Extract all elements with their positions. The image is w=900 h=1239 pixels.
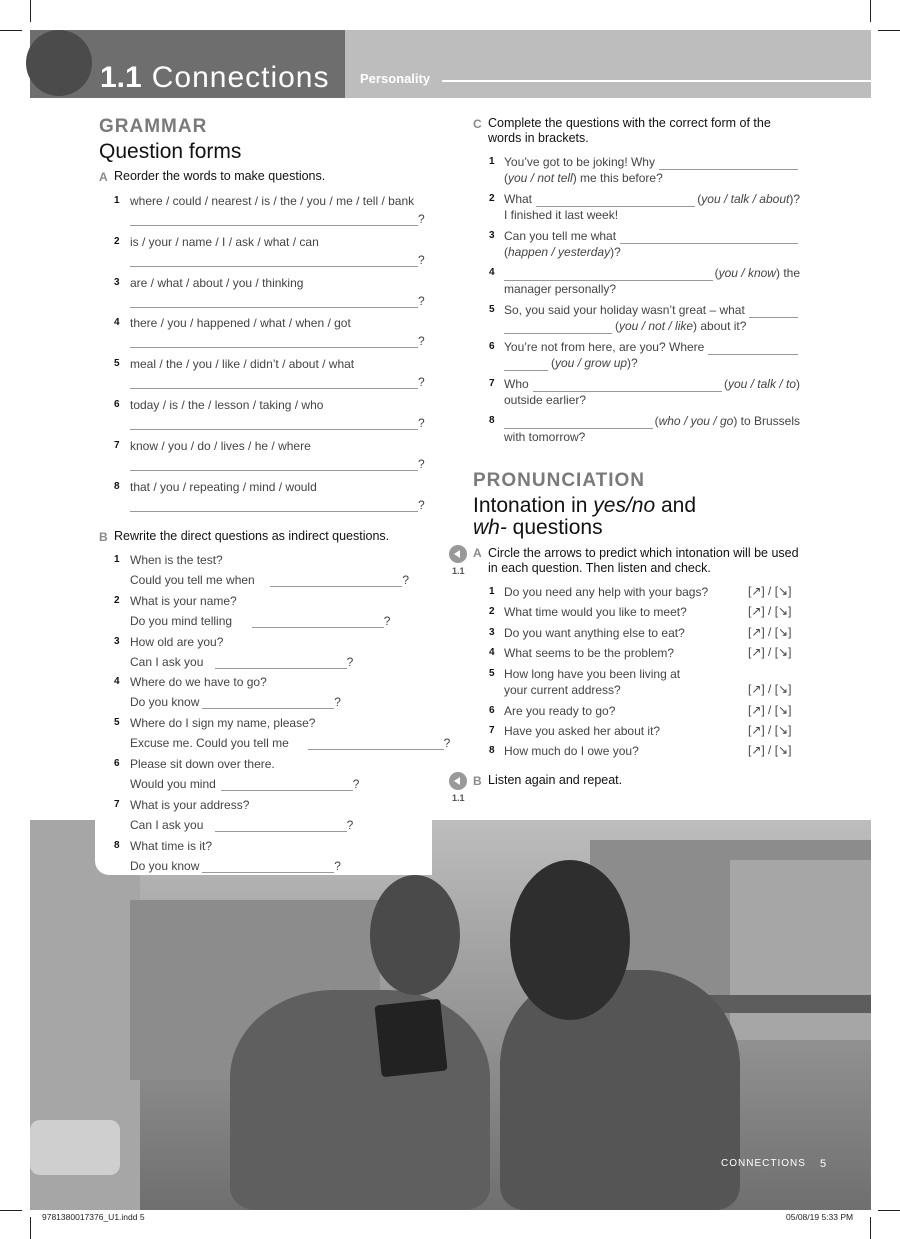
answer-line[interactable] — [130, 307, 418, 308]
item-text: with tomorrow? — [504, 430, 586, 444]
item-text: What seems to be the problem? — [504, 646, 675, 660]
item-answer-prompt: Do you know — [130, 858, 200, 873]
bracket-words: you / know — [718, 266, 776, 280]
bracket-open: ( — [654, 414, 659, 428]
audio-speaker-icon[interactable] — [449, 545, 467, 563]
item-number: 5 — [489, 668, 495, 679]
item-line-2 — [504, 281, 616, 297]
item-answer-prompt: Do you mind telling — [130, 613, 233, 628]
photo-two-women-city — [30, 820, 871, 1210]
item-number: 3 — [114, 276, 120, 288]
item-text: ) the — [775, 266, 800, 280]
item-number: 2 — [114, 594, 120, 606]
bracket-words: you / not tell — [508, 171, 573, 185]
item-text: ) to Brussels — [733, 414, 800, 428]
item-text: your current address? — [504, 683, 621, 697]
item-end: ? — [352, 777, 360, 791]
answer-line[interactable] — [620, 231, 798, 244]
exercise-instruction: Complete the questions with the correct form of the — [488, 116, 771, 130]
exercise-letter: B — [473, 774, 482, 788]
item-line-2 — [504, 170, 663, 186]
answer-line[interactable] — [504, 321, 612, 334]
item-number: 5 — [489, 304, 495, 315]
bracket-open: ( — [697, 192, 702, 206]
item-line-1 — [504, 191, 800, 207]
item-number: 8 — [489, 415, 495, 426]
item-question: Please sit down over there. — [130, 757, 275, 771]
bracket-words: happen / yesterday — [508, 245, 611, 259]
item-end: ? — [418, 293, 425, 308]
title-text: Intonation in — [473, 494, 594, 517]
item-number: 8 — [114, 480, 120, 492]
track-number: 1.1 — [452, 793, 465, 803]
item-question: How old are you? — [130, 634, 224, 649]
item-text: ) — [796, 377, 800, 391]
crop-mark — [0, 1210, 22, 1211]
item-text: Do you want anything else to eat? — [504, 626, 685, 640]
item-end: ? — [383, 613, 391, 628]
exercise-letter: B — [99, 530, 108, 544]
item-line-2 — [504, 318, 746, 334]
building — [730, 860, 871, 1040]
running-title: CONNECTIONS — [721, 1158, 806, 1169]
item-number: 5 — [114, 358, 120, 370]
item-text: is / your / name / I / ask / what / can — [130, 234, 319, 249]
item-end: ? — [418, 252, 425, 267]
track-number: 1.1 — [452, 566, 465, 576]
item-line-1 — [504, 339, 800, 355]
item-end: ? — [402, 573, 410, 587]
answer-line[interactable] — [270, 586, 402, 587]
item-end: ? — [346, 817, 354, 832]
crop-mark — [30, 1217, 31, 1239]
answer-line[interactable] — [749, 305, 798, 318]
answer-line[interactable] — [221, 790, 353, 791]
item-number: 1 — [489, 156, 495, 167]
item-text: ) me this before? — [572, 171, 663, 185]
item-line-1 — [504, 228, 800, 244]
item-line-2 — [504, 355, 638, 371]
bracket-words: you / not / like — [619, 319, 694, 333]
item-line-1 — [504, 302, 800, 318]
title-italic: wh- — [473, 516, 507, 539]
title-text: and — [655, 494, 697, 517]
answer-line[interactable] — [252, 627, 384, 628]
item-number: 1 — [489, 586, 495, 597]
item-number: 5 — [114, 717, 120, 729]
crop-mark — [0, 30, 22, 31]
bracket-words: you / talk / to — [727, 377, 796, 391]
item-number: 6 — [489, 341, 495, 352]
item-number: 7 — [114, 798, 120, 810]
item-number: 4 — [489, 647, 495, 658]
item-text: there / you / happened / what / when / got — [130, 316, 351, 331]
header-band-light — [345, 30, 871, 98]
item-text: I finished it last week! — [504, 208, 619, 222]
item-number: 4 — [114, 676, 120, 688]
header-circle-decoration — [26, 30, 92, 96]
intonation-arrows: [↗] / [↘] — [748, 743, 792, 757]
item-text: Can you tell me what — [504, 229, 617, 243]
exercise-instruction: words in brackets. — [488, 131, 589, 145]
item-number: 7 — [489, 725, 495, 736]
answer-line[interactable] — [504, 268, 713, 281]
item-text: where / could / nearest / is / the / you / me / tell / bank — [130, 194, 415, 208]
answer-line[interactable] — [130, 388, 418, 389]
item-line-1 — [504, 376, 800, 392]
item-line-1 — [504, 265, 800, 281]
grammar-caption: GRAMMAR — [99, 116, 208, 137]
item-line-2 — [504, 207, 618, 223]
answer-line[interactable] — [504, 358, 548, 371]
item-text: that / you / repeating / mind / would — [130, 479, 317, 494]
intonation-arrows: [↗] / [↘] — [748, 703, 792, 717]
item-answer-prompt: Can I ask you — [130, 817, 204, 832]
item-question: What time is it? — [130, 838, 213, 853]
item-end: ? — [334, 695, 341, 710]
item-end: ? — [418, 212, 425, 226]
page-number: 5 — [820, 1158, 828, 1170]
answer-line[interactable] — [130, 266, 418, 267]
item-text: )? — [610, 245, 621, 259]
item-end: ? — [418, 456, 425, 471]
item-number: 3 — [489, 627, 495, 638]
exercise-instruction: in each question. Then listen and check. — [488, 561, 711, 575]
item-number: 6 — [489, 705, 495, 716]
item-line-1 — [504, 413, 800, 429]
grammar-title: Question forms — [99, 140, 242, 163]
unit-name: Connections — [151, 61, 330, 94]
item-answer-prompt: Would you mind — [130, 777, 216, 791]
crop-mark — [30, 0, 31, 22]
woman-left-head — [370, 875, 460, 995]
bracket-open: ( — [723, 377, 728, 391]
item-number: 3 — [489, 230, 495, 241]
item-text: Do you need any help with your bags? — [504, 585, 709, 599]
unit-number: 1.1 — [100, 61, 142, 94]
item-text: Have you asked her about it? — [504, 724, 661, 738]
item-text: )? — [627, 356, 638, 370]
exercise-instruction: Circle the arrows to predict which intonation will be used — [488, 546, 799, 560]
item-end: ? — [418, 375, 425, 390]
pronunciation-title-line1 — [473, 495, 696, 517]
item-line-2 — [504, 244, 621, 260]
item-line-2 — [504, 392, 586, 408]
item-end: ? — [443, 736, 451, 751]
answer-line[interactable] — [202, 708, 334, 709]
intonation-arrows: [↗] / [↘] — [748, 682, 792, 696]
answer-line[interactable] — [215, 668, 347, 669]
bracket-open: ( — [615, 319, 619, 333]
item-line-2 — [504, 429, 585, 445]
item-text: )? — [789, 192, 800, 206]
header-rule — [442, 80, 871, 82]
crop-mark — [878, 1210, 900, 1211]
item-question: What is your address? — [130, 797, 250, 812]
bracket-open: ( — [551, 356, 555, 370]
unit-subtitle: Personality — [360, 71, 431, 86]
bracket-open: ( — [504, 171, 508, 185]
item-question: What is your name? — [130, 593, 237, 608]
pronunciation-caption: PRONUNCIATION — [473, 470, 646, 491]
item-end: ? — [346, 654, 354, 669]
item-end: ? — [418, 497, 425, 512]
item-text: How long have you been living at — [504, 667, 681, 681]
bracket-words: who / you / go — [658, 414, 734, 428]
item-question: Where do I sign my name, please? — [130, 716, 316, 731]
item-number: 2 — [489, 606, 495, 617]
item-text: manager personally? — [504, 282, 617, 296]
intonation-arrows: [↗] / [↘] — [748, 584, 792, 598]
answer-line[interactable] — [536, 194, 695, 207]
pronunciation-title-line2 — [473, 517, 603, 539]
item-text: How much do I owe you? — [504, 744, 639, 758]
bracket-words: you / grow up — [555, 356, 628, 370]
item-number: 8 — [114, 839, 120, 851]
item-end: ? — [418, 416, 425, 430]
bracket-open: ( — [504, 245, 508, 259]
exercise-instruction: Reorder the words to make questions. — [114, 169, 326, 183]
item-text: ) about it? — [693, 319, 747, 333]
item-end: ? — [418, 334, 425, 349]
item-text: outside earlier? — [504, 393, 587, 407]
car — [30, 1120, 120, 1175]
intonation-arrows: [↗] / [↘] — [748, 645, 792, 659]
item-text: meal / the / you / like / didn’t / about / what — [130, 357, 355, 372]
item-number: 2 — [114, 235, 120, 247]
woman-right-head — [510, 860, 630, 1020]
item-number: 7 — [489, 378, 495, 389]
answer-line[interactable] — [130, 470, 418, 471]
slug-file: 9781380017376_U1.indd 5 — [42, 1212, 145, 1222]
answer-line[interactable] — [130, 347, 418, 348]
audio-speaker-icon[interactable] — [449, 772, 467, 790]
item-number: 1 — [114, 195, 120, 206]
item-text: Who — [504, 377, 529, 391]
item-end: ? — [334, 858, 341, 873]
bracket-open: ( — [714, 266, 719, 280]
item-number: 2 — [489, 193, 495, 204]
intonation-arrows: [↗] / [↘] — [748, 625, 792, 639]
item-text: What — [504, 192, 533, 206]
item-answer-prompt: Excuse me. Could you tell me — [130, 736, 289, 751]
bracket-words: you / talk / about — [701, 192, 790, 206]
answer-line[interactable] — [659, 157, 798, 170]
woman-left — [230, 990, 490, 1210]
item-number: 3 — [114, 635, 120, 647]
item-number: 6 — [114, 758, 120, 769]
intonation-arrows: [↗] / [↘] — [748, 723, 792, 737]
item-text: So, you said your holiday wasn’t great – what — [504, 303, 745, 317]
answer-line[interactable] — [533, 379, 722, 392]
item-text: know / you / do / lives / he / where — [130, 438, 311, 453]
item-text: What time would you like to meet? — [504, 605, 687, 619]
item-number: 4 — [114, 317, 120, 329]
title-text: questions — [506, 516, 603, 539]
item-number: 6 — [114, 399, 120, 410]
answer-line[interactable] — [130, 429, 418, 430]
item-text: Are you ready to go? — [504, 704, 616, 718]
exercise-instruction: Listen again and repeat. — [488, 773, 623, 787]
answer-line[interactable] — [215, 831, 347, 832]
answer-line[interactable] — [504, 416, 653, 429]
answer-line[interactable] — [708, 342, 798, 355]
item-number: 8 — [489, 745, 495, 756]
answer-line[interactable] — [308, 749, 444, 750]
tablet — [374, 999, 447, 1078]
item-answer-prompt: Could you tell me when — [130, 573, 255, 587]
answer-line[interactable] — [130, 511, 418, 512]
item-number: 4 — [489, 267, 495, 278]
item-text: You’ve got to be joking! Why — [504, 155, 655, 169]
crop-mark — [870, 1217, 871, 1239]
item-text: today / is / the / lesson / taking / who — [130, 398, 324, 412]
item-answer-prompt: Can I ask you — [130, 654, 204, 669]
unit-title — [100, 58, 330, 98]
slug-date: 05/08/19 5:33 PM — [786, 1212, 854, 1222]
item-number: 7 — [114, 439, 120, 451]
item-question: When is the test? — [130, 553, 223, 567]
answer-line[interactable] — [130, 225, 418, 226]
item-text: You’re not from here, are you? Where — [504, 340, 705, 354]
exercise-letter: A — [99, 170, 108, 184]
item-line-1 — [504, 154, 800, 170]
item-number: 1 — [114, 554, 120, 565]
item-text: are / what / about / you / thinking — [130, 275, 304, 290]
title-italic: yes/no — [593, 494, 656, 517]
item-question: Where do we have to go? — [130, 675, 267, 690]
item-answer-prompt: Do you know — [130, 695, 200, 710]
answer-line[interactable] — [202, 872, 334, 873]
intonation-arrows: [↗] / [↘] — [748, 604, 792, 618]
crop-mark — [870, 0, 871, 22]
exercise-letter: C — [473, 117, 482, 131]
exercise-letter: A — [473, 546, 482, 560]
exercise-instruction: Rewrite the direct questions as indirect questions. — [114, 529, 390, 543]
crop-mark — [878, 30, 900, 31]
